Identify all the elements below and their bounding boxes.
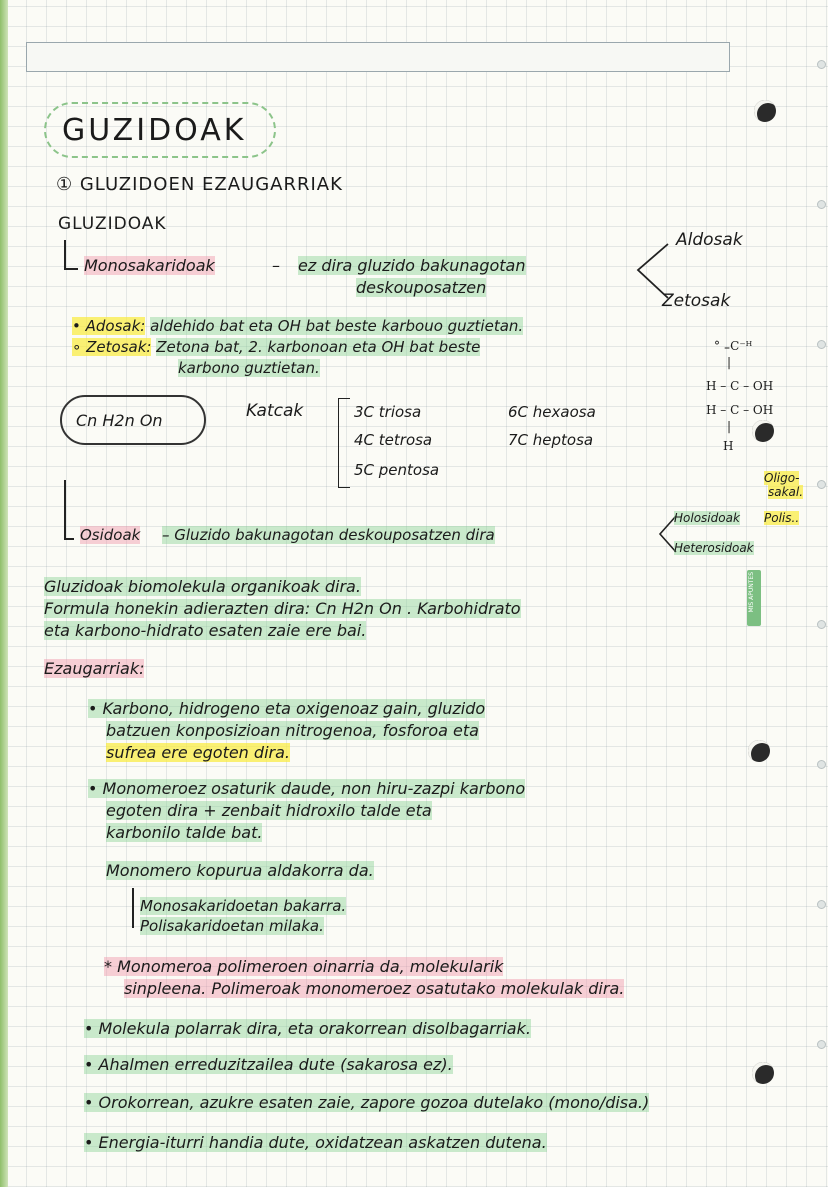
star-note-line2: sinpleena. Polimeroak monomeroez osatutako molekulak dira. — [124, 979, 625, 998]
page-left-edge — [0, 0, 8, 1187]
tree-line — [64, 240, 66, 270]
osidoak-desc — [162, 527, 495, 544]
bullet-line — [84, 1134, 547, 1152]
binder-hole — [817, 760, 826, 769]
ezaugarriak-label — [44, 660, 144, 678]
brand-logo-text: MIS APUNTES — [748, 572, 755, 613]
monomero-kopurua-text: Monomero kopurua aldakorra da. — [106, 861, 374, 880]
osidoak-label-text: Osidoak — [80, 526, 141, 544]
holosidoak-text: Holosidoak — [674, 511, 740, 525]
page-title: GUZIDOAK — [62, 113, 247, 148]
bullet-line — [106, 744, 290, 762]
katea-c5: 5C pentosa — [354, 461, 440, 479]
bullet-line — [106, 802, 432, 820]
katea-bracket — [338, 398, 350, 488]
mono-label-text: Monosakaridoak — [84, 256, 215, 275]
paragraph-line-3: eta karbono-hidrato esaten zaie ere bai. — [44, 621, 367, 640]
mono-label — [84, 257, 215, 275]
subheading: GLUZIDOAK — [58, 214, 167, 234]
polis-label — [764, 512, 799, 525]
structure-line: | — [727, 355, 732, 369]
sakal-text: sakal. — [768, 485, 804, 499]
paragraph-line — [44, 622, 366, 640]
bullet2-line2: egoten dira + zenbait hidroxilo talde eta — [106, 801, 432, 820]
section-heading: ① GLUZIDOEN EZAUGARRIAK — [56, 174, 343, 195]
tree-line — [64, 480, 66, 540]
star-note-line — [124, 980, 624, 998]
bullet1-line3: sufrea ere egoten dira. — [106, 743, 290, 762]
mono-dash: – — [272, 256, 280, 275]
bullet1-line2: batzuen konposizioan nitrogenoa, fosforoa eta — [106, 721, 479, 740]
binder-hole — [817, 60, 826, 69]
bullet-line — [106, 722, 479, 740]
osidoak-label — [80, 527, 140, 544]
mono-desc-line1: ez dira gluzido bakunagotan — [298, 256, 526, 275]
adosak-label: • Adosak: — [72, 317, 146, 335]
binder-hole — [817, 480, 826, 489]
sakal-label — [768, 486, 803, 499]
bullet-line — [106, 824, 262, 842]
bullet3: • Molekula polarrak dira, eta orakorrean disolbagarriak. — [84, 1019, 531, 1038]
monosak-text: Monosakaridoetan bakarra. — [140, 897, 347, 915]
punch-hole — [752, 1062, 774, 1084]
bullet1-line1: • Karbono, hidrogeno eta oxigenoaz gain, gluzido — [88, 699, 486, 718]
bullet2-line3: karbonilo talde bat. — [106, 823, 263, 842]
zetosak-text-2: karbono guztietan. — [178, 359, 320, 377]
osidoak-desc-text: – Gluzido bakunagotan deskouposatzen dira — [162, 526, 495, 544]
structure-line: ° ₌C⁻ᴴ — [714, 339, 753, 353]
katea-c7: 7C heptosa — [508, 431, 594, 449]
bullet5: • Orokorrean, azukre esaten zaie, zapore gozoa dutelako (mono/disa.) — [84, 1093, 650, 1112]
bullet6: • Energia-iturri handia dute, oxidatzean askatzen dutena. — [84, 1133, 547, 1152]
katea-label: Katcak — [246, 401, 304, 421]
monomero-kopurua — [106, 862, 374, 880]
tree-line — [64, 268, 78, 270]
binder-hole — [817, 620, 826, 629]
structure-line: H – C – OH — [706, 379, 774, 393]
binder-hole — [817, 340, 826, 349]
oligo-text: Oligo- — [764, 471, 800, 485]
zetosak-text-1: Zetona bat, 2. karbonoan eta OH bat beste — [156, 338, 481, 356]
paragraph-line-2: Formula honekin adierazten dira: Cn H2n On . Karbohidrato — [44, 599, 521, 618]
adosak-def — [72, 318, 523, 335]
polis-text: Polis.. — [764, 511, 800, 525]
binder-hole — [817, 1040, 826, 1049]
structure-line: H — [723, 439, 734, 453]
zetosak-def-2 — [178, 360, 320, 377]
zetosak-def — [72, 339, 480, 356]
general-formula: Cn H2n On — [76, 411, 163, 430]
bullet2-line1: • Monomeroez osaturik daude, non hiru-zazpi karbono — [88, 779, 526, 798]
paragraph-line — [44, 600, 521, 618]
oligo-label — [764, 472, 799, 485]
polisak-text: Polisakaridoetan milaka. — [140, 917, 324, 935]
adosak-text: aldehido bat eta OH bat beste karbouo guztietan. — [150, 317, 524, 335]
bullet4: • Ahalmen erreduzitzailea dute (sakarosa ez). — [84, 1055, 453, 1074]
star-note-line1: * Monomeroa polimeroen oinarria da, molekularik — [104, 957, 504, 976]
punch-hole — [752, 420, 774, 442]
zetosak-label: Zetosak — [662, 291, 731, 311]
binder-hole — [817, 900, 826, 909]
bullet-line — [84, 1094, 649, 1112]
bullet-line — [88, 780, 525, 798]
tree-line — [132, 888, 134, 928]
bullet-line — [84, 1056, 453, 1074]
paragraph-line-1: Gluzidoak biomolekula organikoak dira. — [44, 577, 361, 596]
punch-hole — [748, 740, 770, 762]
katea-c4: 4C tetrosa — [354, 431, 433, 449]
structure-line: H – C – OH — [706, 403, 774, 417]
heterosidoak-text: Heterosidoak — [674, 541, 754, 555]
aldosak-label: Aldosak — [676, 230, 743, 250]
paragraph-line — [44, 578, 361, 596]
binder-holes — [808, 0, 828, 1187]
ezaugarriak-text: Ezaugarriak: — [44, 659, 145, 678]
binder-hole — [817, 200, 826, 209]
mono-desc-2 — [356, 279, 486, 297]
bullet-line — [88, 700, 485, 718]
holosidoak-label — [674, 512, 740, 525]
katea-c3: 3C triosa — [354, 403, 422, 421]
katea-c6: 6C hexaosa — [508, 403, 596, 421]
monosak-item — [140, 898, 346, 915]
punch-hole — [754, 100, 776, 122]
structure-line: | — [727, 419, 732, 433]
zetosak-label: ∘ Zetosak: — [72, 338, 152, 356]
header-box — [26, 42, 730, 72]
mono-desc-line2: deskouposatzen — [356, 278, 487, 297]
polisak-item — [140, 918, 324, 935]
mono-desc — [298, 257, 526, 275]
brand-logo — [747, 570, 761, 626]
heterosidoak-label — [674, 542, 754, 555]
star-note-line — [104, 958, 503, 976]
tree-line — [64, 538, 74, 540]
bullet-line — [84, 1020, 531, 1038]
